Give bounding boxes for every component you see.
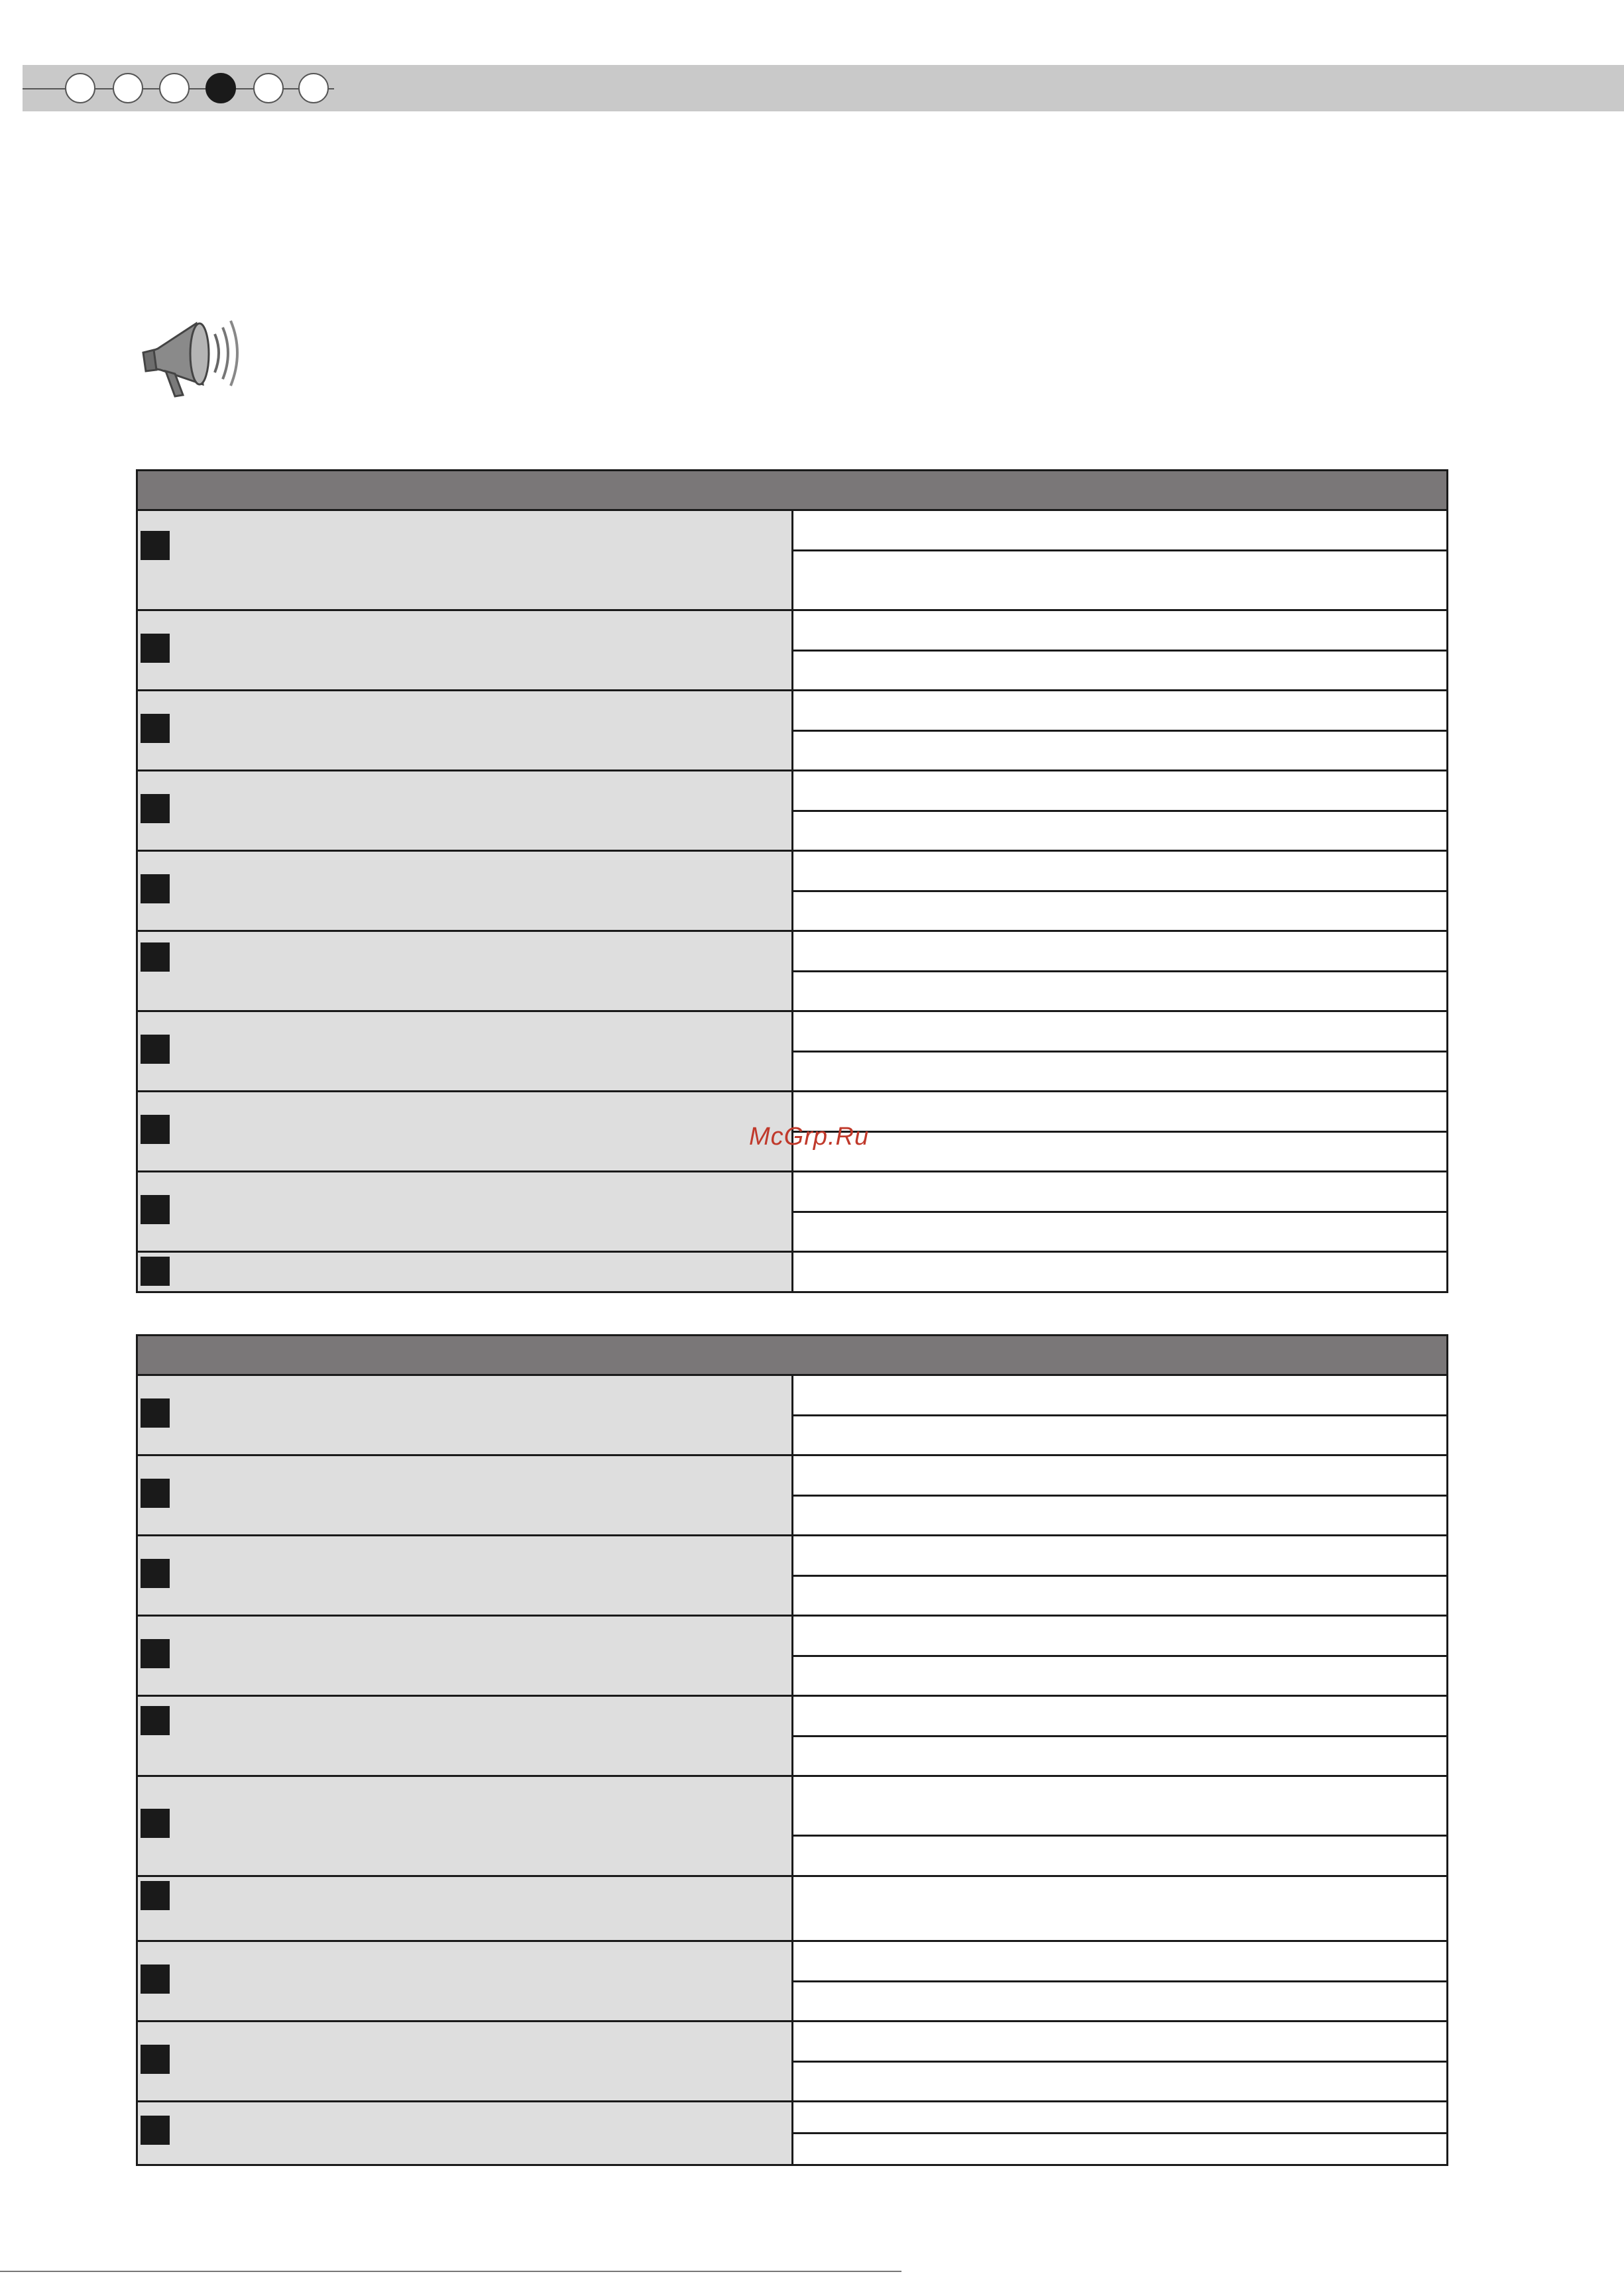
table-cell — [792, 1172, 1448, 1212]
table-cell — [792, 1212, 1448, 1252]
row-marker — [141, 2045, 170, 2074]
row-marker — [141, 1881, 170, 1910]
table-cell — [792, 1982, 1448, 2022]
table-row-label — [137, 2102, 793, 2165]
step-indicator-6 — [298, 73, 329, 103]
table-row-label — [137, 1536, 793, 1616]
table-cell — [792, 1536, 1448, 1576]
table-cell — [792, 1696, 1448, 1737]
table-row-label — [137, 1776, 793, 1876]
row-marker — [141, 1115, 170, 1144]
table-cell — [792, 811, 1448, 851]
table-cell — [792, 2102, 1448, 2134]
table-row-label — [137, 1455, 793, 1536]
table-cell — [792, 1416, 1448, 1455]
row-marker — [141, 714, 170, 743]
table-cell — [792, 1052, 1448, 1092]
table-cell — [792, 610, 1448, 651]
table-cell — [792, 2062, 1448, 2102]
table-row-label — [137, 1092, 793, 1172]
table-cell — [792, 510, 1448, 551]
table-row-label — [137, 1941, 793, 2022]
step-indicator-4-active — [205, 73, 236, 103]
row-marker — [141, 1706, 170, 1735]
table-row-label — [137, 1172, 793, 1252]
table-cell — [792, 1455, 1448, 1496]
step-indicator-1 — [65, 73, 95, 103]
watermark: McGrp.Ru — [749, 1123, 870, 1151]
row-marker — [141, 942, 170, 972]
row-marker — [141, 874, 170, 903]
table-cell — [792, 771, 1448, 811]
table-row-label — [137, 771, 793, 851]
table-cell — [792, 1252, 1448, 1292]
table-cell — [792, 2022, 1448, 2062]
table-row-label — [137, 510, 793, 610]
row-marker — [141, 1965, 170, 1994]
table-row-label — [137, 1252, 793, 1292]
table-cell — [792, 972, 1448, 1011]
table-row-label — [137, 851, 793, 931]
table-cell — [792, 1576, 1448, 1616]
table-cell — [792, 731, 1448, 771]
row-marker — [141, 1559, 170, 1588]
table-row-label — [137, 1616, 793, 1696]
table-cell — [792, 1876, 1448, 1941]
table-cell — [792, 551, 1448, 610]
table-row-label — [137, 1696, 793, 1776]
row-marker — [141, 2116, 170, 2145]
table-cell — [792, 1776, 1448, 1836]
table-cell — [792, 691, 1448, 731]
row-marker — [141, 1639, 170, 1668]
table-row-label — [137, 691, 793, 771]
table-cell — [792, 1656, 1448, 1696]
table-cell — [792, 1836, 1448, 1876]
table-cell — [792, 931, 1448, 972]
row-marker — [141, 634, 170, 663]
table-row-label — [137, 1876, 793, 1941]
table-row-label — [137, 1375, 793, 1455]
spec-table-2 — [136, 1334, 1448, 2166]
row-marker — [141, 1479, 170, 1508]
step-indicator-5 — [253, 73, 284, 103]
table-cell — [792, 1375, 1448, 1416]
table-row-label — [137, 1011, 793, 1092]
row-marker — [141, 794, 170, 823]
step-indicator-2 — [113, 73, 143, 103]
table-cell — [792, 851, 1448, 891]
table-cell — [792, 1092, 1448, 1132]
table-cell — [792, 1132, 1448, 1172]
table-cell — [792, 1011, 1448, 1052]
table-cell — [792, 891, 1448, 931]
table-cell — [792, 1496, 1448, 1536]
table-cell — [792, 1941, 1448, 1982]
megaphone-icon — [131, 312, 244, 411]
table-cell — [792, 651, 1448, 691]
row-marker — [141, 1398, 170, 1428]
table-row-label — [137, 931, 793, 1011]
table-cell — [792, 1737, 1448, 1776]
table-cell — [792, 1616, 1448, 1656]
table-2-header — [137, 1336, 1448, 1375]
row-marker — [141, 531, 170, 560]
footer-rule — [0, 2271, 901, 2272]
row-marker — [141, 1809, 170, 1838]
step-indicator-3 — [159, 73, 190, 103]
table-1-header — [137, 471, 1448, 510]
row-marker — [141, 1195, 170, 1224]
table-row-label — [137, 610, 793, 691]
table-row-label — [137, 2022, 793, 2102]
table-cell — [792, 2134, 1448, 2165]
spec-table-1 — [136, 469, 1448, 1293]
row-marker — [141, 1035, 170, 1064]
row-marker — [141, 1257, 170, 1286]
